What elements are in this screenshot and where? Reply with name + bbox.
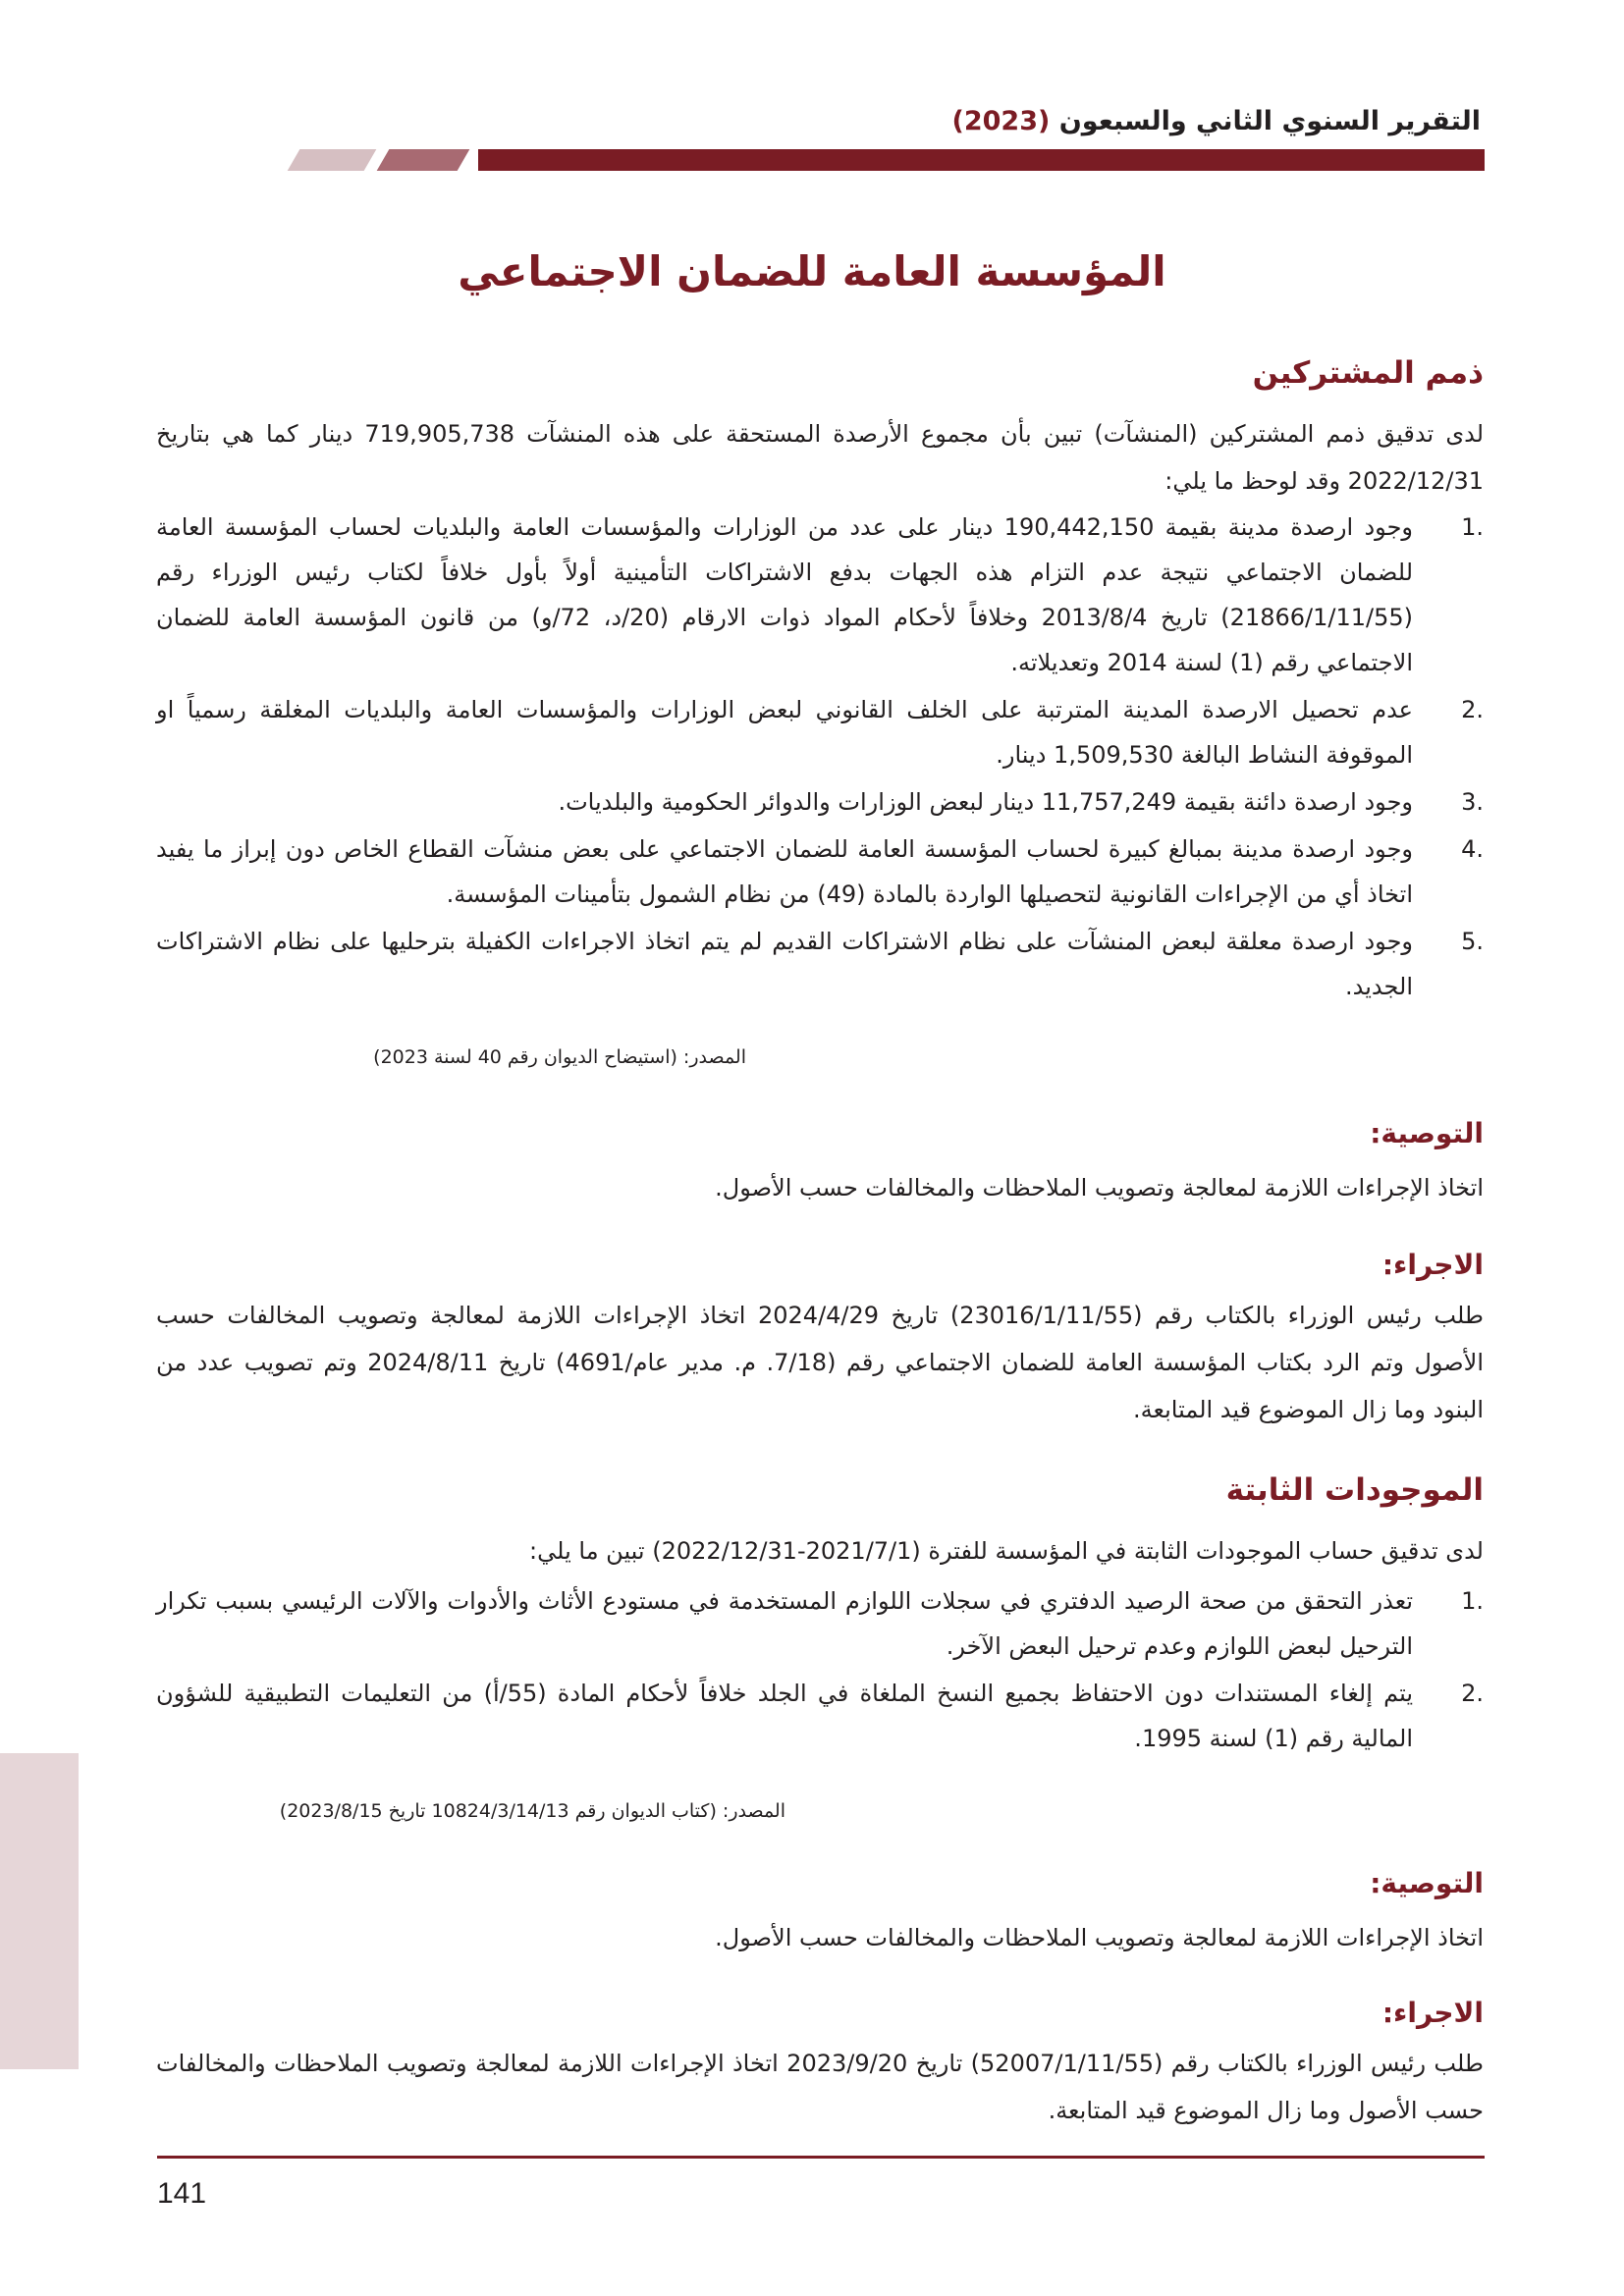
list-item-text: وجود ارصدة مدينة بقيمة 190,442,150 دينار على عدد من الوزارات والمؤسسات العامة والبلديات لحساب المؤسسة العامة للضمان الاجتماعي نتيجة عدم التزام هذه الجهات بدفع الاشتراكات التأمينية أولاً بأول خلافاً لكتاب رئيس الوزراء رقم (21866/1/11/55) تاريخ 2013/8/4 وخلافاً لأحكام المواد ذوات الارقام (20/د، 72/و) من قانون المؤسسة العامة للضمان الاجتماعي رقم (1) لسنة 2014 وتعديلاته.	[156, 513, 1414, 676]
list-item	[156, 919, 1484, 1009]
footer-divider	[157, 2156, 1485, 2159]
list-item-text: وجود ارصدة مدينة بمبالغ كبيرة لحساب المؤسسة العامة للضمان الاجتماعي على بعض منشآت القطاع الخاص دون إبراز ما يفيد اتخاذ أي من الإجراءات القانونية لتحصيلها الواردة بالمادة (49) من نظام الشمول بتأمينات المؤسسة.	[156, 835, 1413, 908]
list-item	[156, 827, 1484, 917]
list-item	[156, 505, 1484, 685]
list-item-number: .1	[1461, 513, 1484, 541]
intro-paragraph: لدى تدقيق ذمم المشتركين (المنشآت) تبين بأن مجموع الأرصدة المستحقة على هذه المنشآت 719,905,738 دينار كما هي بتاريخ 2022/12/31 وقد لوحظ ما يلي:	[156, 420, 1485, 495]
list-item-text: يتم إلغاء المستندات دون الاحتفاظ بجميع النسخ الملغاة في الجلد خلافاً لأحكام المادة (55/أ) من التعليمات التطبيقية للشؤون المالية رقم (1) لسنة 1995.	[156, 1680, 1413, 1752]
recommendation-text: اتخاذ الإجراءات اللازمة لمعالجة وتصويب الملاحظات والمخالفات حسب الأصول.	[715, 1924, 1484, 1951]
action-text: طلب رئيس الوزراء بالكتاب رقم (52007/1/11/55) تاريخ 2023/9/20 اتخاذ الإجراءات اللازمة لمعالجة وتصويب الملاحظات والمخالفات حسب الأصول وما زال الموضوع قيد المتابعة.	[156, 2050, 1485, 2124]
header-band-light	[288, 149, 377, 171]
header-band	[157, 149, 1485, 171]
report-year: (2023)	[951, 106, 1051, 136]
list-item	[156, 1671, 1484, 1761]
action-text: طلب رئيس الوزراء بالكتاب رقم (23016/1/11/55) تاريخ 2024/4/29 اتخاذ الإجراءات اللازمة لمعالجة وتصويب المخالفات حسب الأصول وتم الرد بكتاب المؤسسة العامة للضمان الاجتماعي رقم (7/18. م. مدير عام/4691) تاريخ 2024/8/11 وتم تصويب عدد من البنود وما زال الموضوع قيد المتابعة.	[156, 1302, 1485, 1423]
page-number: 141	[157, 2177, 207, 2210]
recommendation-text: اتخاذ الإجراءات اللازمة لمعالجة وتصويب الملاحظات والمخالفات حسب الأصول.	[715, 1174, 1484, 1201]
side-tab	[0, 1753, 79, 2069]
recommendation-heading: التوصية:	[1370, 1867, 1484, 1899]
header-band-accent	[377, 149, 470, 171]
list-item-text: عدم تحصيل الارصدة المدينة المترتبة على الخلف القانوني لبعض الوزارات والمؤسسات العامة والبلديات المغلقة رسمياً او الموقوفة النشاط البالغة 1,509,530 دينار.	[156, 696, 1413, 769]
source-note: المصدر: (استيضاح الديوان رقم 40 لسنة 2023)	[373, 1046, 746, 1068]
list-item-number: .4	[1461, 835, 1484, 863]
list-item-number: .5	[1461, 928, 1484, 955]
list-item-text: وجود ارصدة دائنة بقيمة 11,757,249 دينار لبعض الوزارات والدوائر الحكومية والبلديات.	[558, 788, 1413, 816]
recommendation-heading: التوصية:	[1370, 1117, 1484, 1149]
section1-intro	[156, 410, 1484, 505]
section2-intro: لدى تدقيق حساب الموجودات الثابتة في المؤسسة للفترة (2021/7/1-2022/12/31) تبين ما يلي:	[529, 1537, 1484, 1565]
list-item	[156, 687, 1484, 777]
header-band-main	[478, 149, 1485, 171]
list-item-text: وجود ارصدة معلقة لبعض المنشآت على نظام الاشتراكات القديم لم يتم اتخاذ الاجراءات الكفيلة بترحليها على نظام الاشتراكات الجديد.	[156, 928, 1413, 1000]
list-item-number: .3	[1461, 788, 1484, 816]
list-item-text: تعذر التحقق من صحة الرصيد الدفتري في سجلات اللوازم المستخدمة في مستودع الأثاث والأدوات والآلات الرئيسي بسبب تكرار الترحيل لبعض اللوازم وعدم ترحيل البعض الآخر.	[156, 1587, 1413, 1660]
section1-list	[156, 505, 1484, 1011]
list-item-number: .2	[1461, 1680, 1484, 1707]
page-title: المؤسسة العامة للضمان الاجتماعي	[458, 247, 1166, 295]
list-item-number: .2	[1461, 696, 1484, 723]
action-heading: الاجراء:	[1381, 1249, 1484, 1281]
report-header	[952, 106, 1481, 136]
section-heading-fixed-assets: الموجودات الثابتة	[1225, 1472, 1484, 1508]
section2-list	[156, 1578, 1484, 1763]
list-item-number: .1	[1461, 1587, 1484, 1615]
source-note: المصدر: (كتاب الديوان رقم 10824/3/14/13 تاريخ 2023/8/15)	[279, 1800, 785, 1822]
section-heading-subscriber-receivables: ذمم المشتركين	[1252, 355, 1484, 391]
report-title: التقرير السنوي الثاني والسبعون	[1050, 106, 1481, 136]
action-heading: الاجراء:	[1381, 1997, 1484, 2029]
list-item	[156, 779, 1484, 825]
action-block	[156, 2040, 1484, 2134]
list-item	[156, 1578, 1484, 1669]
action-block	[156, 1292, 1484, 1433]
